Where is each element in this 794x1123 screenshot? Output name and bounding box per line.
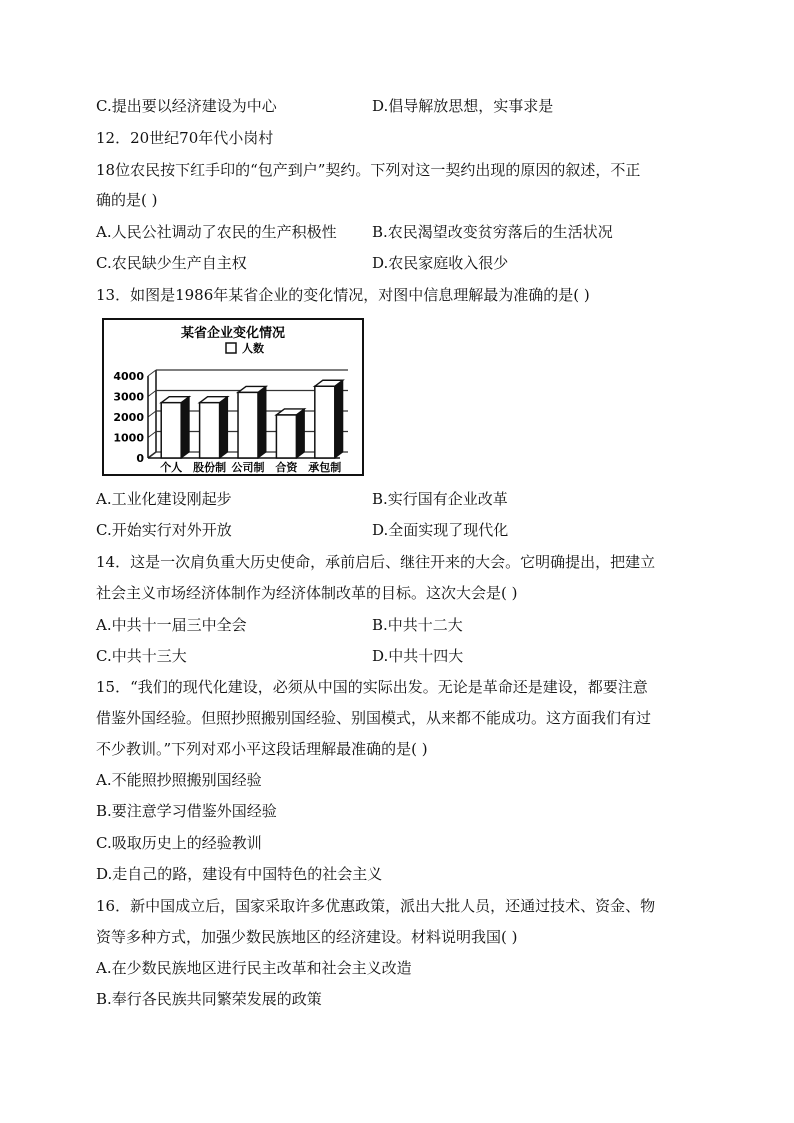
- x-tick-label: 合资: [275, 461, 298, 474]
- y-tick-label: 2000: [113, 411, 144, 424]
- q14-option-b: B.中共十二大: [372, 616, 463, 634]
- q16-stem-line1: 16．新中国成立后，国家采取许多优惠政策，派出大批人员，还通过技术、资金、物: [96, 897, 656, 915]
- y-tick-label: 0: [136, 452, 144, 465]
- q13-option-b: B.实行国有企业改革: [372, 490, 508, 508]
- q12-option-a: A.人民公社调动了农民的生产积极性: [96, 223, 337, 241]
- q12-option-b: B.农民渴望改变贫穷落后的生活状况: [372, 223, 613, 241]
- q15-stem-line1: 15．“我们的现代化建设，必须从中国的实际出发。无论是革命还是建设，都要注意: [96, 678, 648, 696]
- y-tick-label: 3000: [113, 390, 144, 404]
- q12-option-d: D.农民家庭收入很少: [372, 254, 509, 272]
- chart-title: 某省企业变化情况: [180, 326, 286, 341]
- bar: [200, 403, 220, 458]
- q14-option-a: A.中共十一届三中全会: [96, 616, 247, 634]
- bar-side: [181, 397, 189, 458]
- y-tick-label: 4000: [113, 370, 144, 383]
- bar: [161, 403, 181, 458]
- q15-stem-line3: 不少教训。”下列对邓小平这段话理解最准确的是( ): [96, 740, 428, 758]
- q15-stem-line2: 借鉴外国经验。但照抄照搬别国经验、别国模式，从来都不能成功。这方面我们有过: [96, 709, 652, 727]
- q14-option-c: C.中共十三大: [96, 647, 187, 665]
- q11-option-d: D.倡导解放思想，实事求是: [372, 97, 554, 115]
- y-tick-label: 1000: [113, 431, 144, 445]
- x-tick-label: 承包制: [308, 461, 342, 474]
- q13-option-d: D.全面实现了现代化: [372, 521, 509, 539]
- q15-option-b: B.要注意学习借鉴外国经验: [96, 802, 277, 820]
- x-tick-label: 股份制: [193, 461, 227, 474]
- q14-option-d: D.中共十四大: [372, 647, 464, 665]
- q11-option-c: C.提出要以经济建设为中心: [96, 97, 277, 115]
- q16-option-b: B.奉行各民族共同繁荣发展的政策: [96, 990, 322, 1008]
- bar-side: [296, 409, 304, 458]
- enterprise-chart: [102, 318, 364, 476]
- q15-option-d: D.走自己的路，建设有中国特色的社会主义: [96, 865, 383, 883]
- q14-stem-line2: 社会主义市场经济体制作为经济体制改革的目标。这次大会是( ): [96, 584, 518, 602]
- q12-stem-line3: 确的是( ): [96, 191, 158, 209]
- q13-option-c: C.开始实行对外开放: [96, 521, 232, 539]
- q15-option-a: A.不能照抄照搬别国经验: [96, 771, 262, 789]
- q15-option-c: C.吸取历史上的经验教训: [96, 834, 262, 852]
- q12-option-c: C.农民缺少生产自主权: [96, 254, 247, 272]
- q12-stem-line2: 18位农民按下红手印的“包产到户”契约。下列对这一契约出现的原因的叙述，不正: [96, 161, 641, 179]
- legend-swatch: [226, 343, 236, 353]
- bar: [238, 392, 258, 458]
- q16-option-a: A.在少数民族地区进行民主改革和社会主义改造: [96, 959, 412, 977]
- x-tick-label: 公司制: [231, 461, 265, 474]
- bar-side: [258, 386, 266, 458]
- q13-stem-line1: 13．如图是1986年某省企业的变化情况，对图中信息理解最为准确的是( ): [96, 286, 590, 304]
- q12-stem-line1: 12．20世纪70年代小岗村: [96, 129, 274, 147]
- q13-option-a: A.工业化建设刚起步: [96, 490, 232, 508]
- bar: [276, 415, 296, 458]
- bar-side: [220, 397, 228, 458]
- legend-label: 人数: [242, 342, 264, 355]
- bar: [315, 386, 335, 458]
- bar-side: [335, 380, 343, 458]
- q16-stem-line2: 资等多种方式，加强少数民族地区的经济建设。材料说明我国( ): [96, 928, 518, 946]
- x-tick-label: 个人: [160, 461, 183, 474]
- q14-stem-line1: 14．这是一次肩负重大历史使命，承前启后、继往开来的大会。它明确提出，把建立: [96, 553, 656, 571]
